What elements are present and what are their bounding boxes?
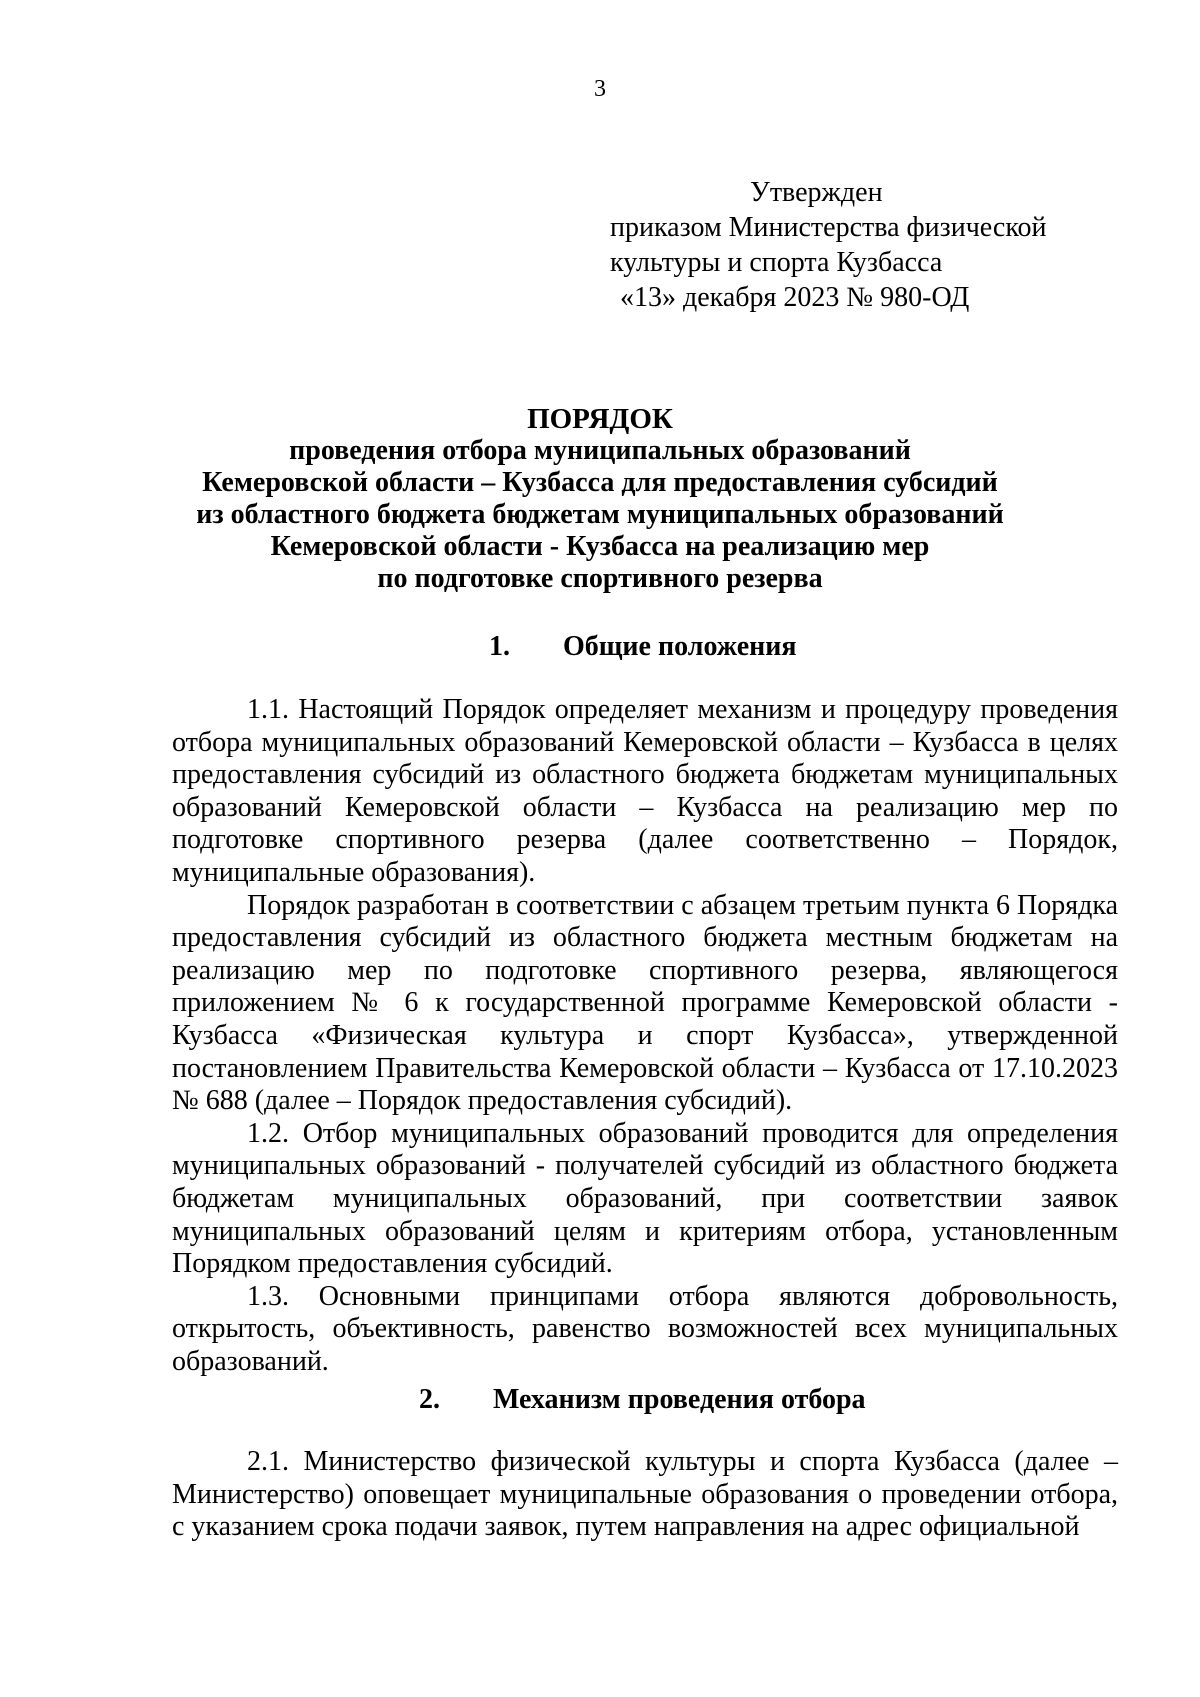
title-subtitle-line: Кемеровской области - Кузбасса на реализацию мер (270, 531, 930, 562)
paragraph-1-1-cont: Порядок разработан в соответствии с абзацем третьим пункта 6 Порядка предоставления субсидий из областного бюджета местным бюджетам на реализацию мер по подготовке спортивного резерва, являющегося приложением № 6 к государственной программе Кемеровской области - Кузбасса «Физическая культура и спорт Кузбасса», утвержденной постановлением Правительства Кемеровской области – Кузбасса от 17.10.2023 № 688 (далее – Порядок предоставления субсидий). (172, 889, 1118, 1117)
paragraph-1-2: 1.2. Отбор муниципальных образований проводится для определения муниципальных образований - получателей субсидий из областного бюджета бюджетам муниципальных образований, при соответствии заявок муниципальных образований целям и критериям отбора, установленным Порядком предоставления субсидий. (172, 1117, 1118, 1280)
approval-line: Утвержден (750, 177, 883, 208)
title-subtitle-line: по подготовке спортивного резерва (377, 563, 823, 594)
approval-line: приказом Министерства физической (610, 212, 1047, 243)
title-subtitle-line: проведения отбора муниципальных образований (289, 435, 911, 466)
section-title: Механизм проведения отбора (493, 1384, 866, 1415)
section-number: 2. (419, 1384, 440, 1415)
section-2-body (172, 1446, 1118, 1544)
section-number: 1. (489, 631, 510, 662)
approval-stamp (610, 175, 1080, 315)
title-subtitle-line: из областного бюджета бюджетам муниципальных образований (196, 499, 1004, 530)
title-main: ПОРЯДОК (527, 403, 673, 435)
approval-line: культуры и спорта Кузбасса (610, 247, 943, 278)
paragraph-1-3: 1.3. Основными принципами отбора являются добровольность, открытость, объективность, равенство возможностей всех муниципальных образований. (172, 1280, 1118, 1377)
section-1-body (172, 694, 1118, 1378)
paragraph-2-1: 2.1. Министерство физической культуры и спорта Кузбасса (далее – Министерство) оповещает муниципальные образования о проведении отбора, с указанием срока подачи заявок, путем направления на адрес официальной (172, 1446, 1118, 1543)
section-title: Общие положения (563, 631, 797, 662)
page-number: 3 (594, 76, 606, 102)
document-title (0, 403, 1200, 595)
title-subtitle-line: Кемеровской области – Кузбасса для предоставления субсидий (202, 467, 998, 498)
paragraph-1-1: 1.1. Настоящий Порядок определяет механизм и процедуру проведения отбора муниципальных образований Кемеровской области – Кузбасса в целях предоставления субсидий из областного бюджета бюджетам муниципальных образований Кемеровской области – Кузбасса на реализацию мер по подготовке спортивного резерва (далее соответственно – Порядок, муниципальные образования). (172, 694, 1118, 888)
approval-line: «13» декабря 2023 № 980-ОД (620, 282, 970, 313)
